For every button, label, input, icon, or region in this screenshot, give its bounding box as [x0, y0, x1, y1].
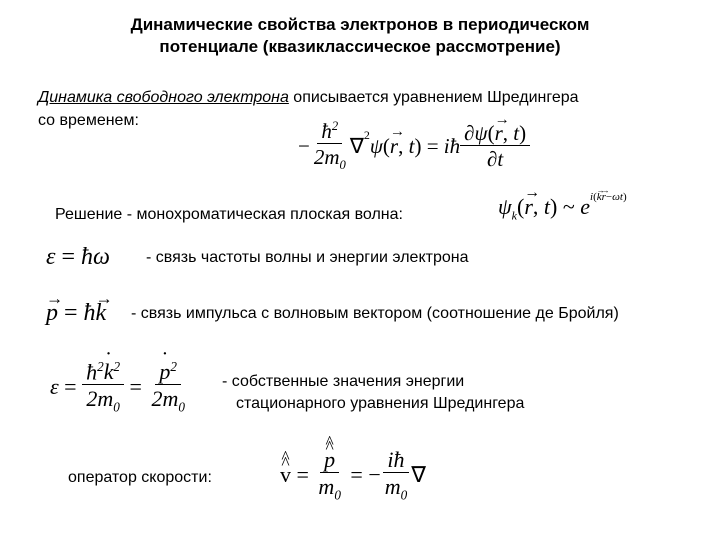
solution-text: Решение - монохроматическая плоская волна:: [55, 206, 403, 223]
momentum-formula: → p = ħ→ k: [46, 300, 106, 327]
intro-rest: описывается уравнением Шредингера со временем:: [38, 89, 579, 129]
velocity-operator-formula: ^ v ^ = ^ $\frac{p \^{}}{m_0}$ = − $\frac{iħ}{m_0}$ ∇: [280, 448, 426, 502]
energy-eigenvalue-formula: ε = $\frac{ħ^2\cdot k^2}{2m_0}$ = · $\frac{p^2}{2m_0}$: [50, 360, 189, 415]
eigenvalue-text: [222, 371, 524, 415]
slide-title-line-1: Динамические свойства электронов в периодическом: [130, 15, 590, 34]
velocity-operator-label: оператор скорости:: [68, 469, 212, 486]
energy-frequency-formula: ε = ħω: [46, 244, 110, 270]
slide-title-line-2: потенциале (квазиклассическое рассмотрение): [159, 37, 561, 56]
intro-lead: Динамика свободного электрона: [38, 89, 289, 106]
eigenvalue-text-line-2: стационарного уравнения Шредингера: [236, 395, 525, 412]
schrodinger-equation: − $\frac{ħ^2}{2m_0}$ ∇ $^2$ ψ ( → r , t ) = iħ $\frac{\partial\psi(\to r, t)}{\partial t}$: [298, 120, 530, 172]
slide-title: [60, 14, 660, 58]
plane-wave-formula: $\psi_k(\to r$, t) ~ $e^{i(\to k\to r-\omega t)}$: [498, 194, 627, 223]
eigenvalue-text-line-1: - собственные значения энергии: [222, 373, 465, 390]
momentum-text: - связь импульса с волновым вектором (соотношение де Бройля): [131, 305, 619, 322]
energy-frequency-text: - связь частоты волны и энергии электрона: [146, 249, 469, 266]
